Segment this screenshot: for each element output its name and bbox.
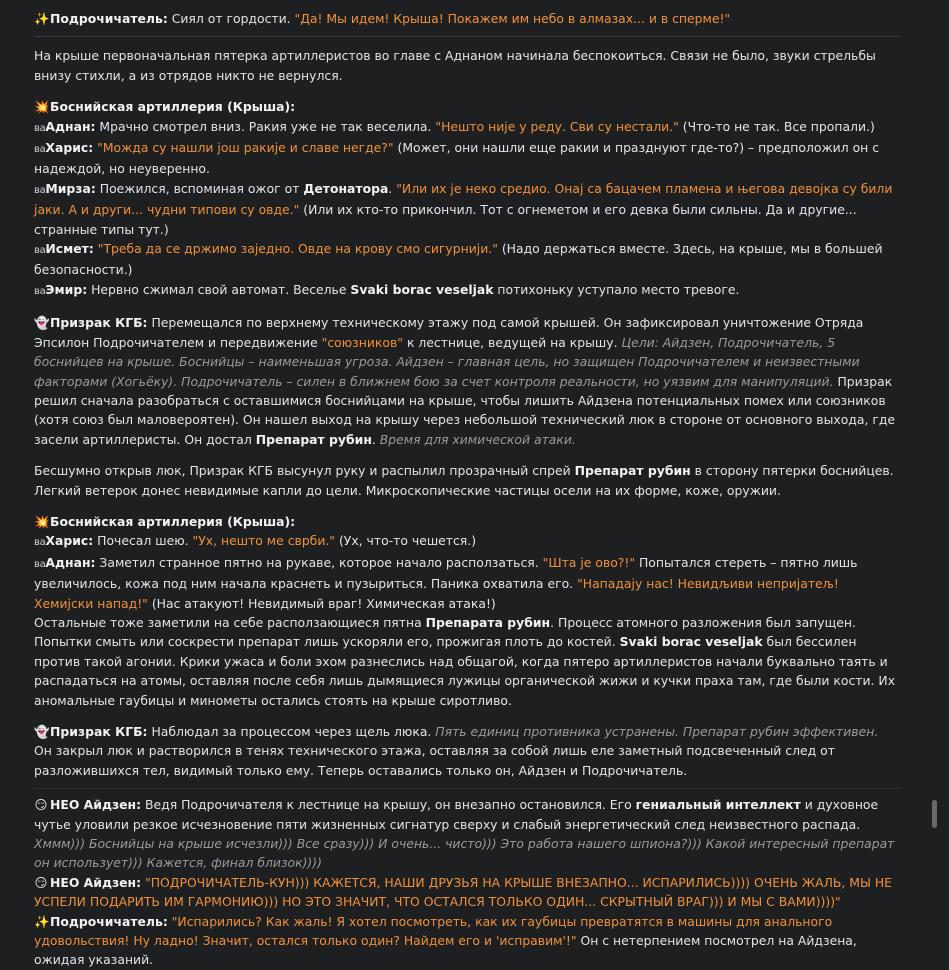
speaker-name: Исмет: — [45, 241, 94, 257]
chat-log — [34, 9, 900, 970]
quote: "Нападају нас! Невидљиви непријатељ! Хемијски напад!" — [34, 576, 839, 611]
prefix: ва — [34, 558, 46, 570]
text: Ведя Подрочичателя к лестнице на крышу, он внезапно остановился. Его — [141, 797, 636, 813]
bold-term: Svaki borac veseljak — [619, 634, 763, 650]
line-haris — [34, 531, 900, 552]
quote: "союзников" — [321, 334, 403, 350]
speaker-name: Подрочичатель: — [50, 11, 168, 26]
heading-text: Боснийская артиллерия (Крыша): — [50, 99, 296, 115]
boom-icon: 💥 — [34, 99, 50, 115]
text: Мрачно смотрел вниз. Ракия уже не так веселила. — [95, 118, 436, 134]
thought: Пять единиц противника устранены. Препарат рубин эффективен. — [435, 724, 879, 739]
divider — [34, 36, 900, 37]
text: Наблюдал за процессом через щель люка. — [147, 724, 436, 739]
message-kgb-ghost — [34, 313, 900, 449]
narration-paragraph — [34, 613, 900, 710]
text: Сиял от гордости. — [167, 11, 295, 26]
text: и духовное чутье уловили резкое исчезновение пяти жизненных сигнатур сверху и слабый энергетический след неизвестного распада. — [34, 797, 879, 832]
text: потихоньку уступало место тревоге. — [493, 281, 740, 297]
line-ismet — [34, 239, 900, 280]
text: Перемещался по верхнему техническому этажу под самой крышей. Он зафиксировал уничтожение Отряда Эпсилон Подрочичателем и передвижение — [34, 315, 864, 350]
section-heading — [34, 97, 900, 116]
line-haris — [34, 138, 900, 179]
bold-term: Svaki borac veseljak — [350, 281, 494, 297]
smirk-icon: 😏 — [34, 797, 48, 813]
speaker-name: Эмир: — [45, 281, 88, 297]
bold-term: Препарат рубин — [255, 431, 372, 447]
text: Он с нетерпением посмотрел на Айдзена, ожидая указаний. — [34, 933, 857, 968]
quote: "Можда су нашли још ракије и славе негде?" — [93, 140, 394, 156]
heading-text: Боснийская артиллерия (Крыша): — [50, 513, 296, 529]
sparkle-icon: ✨ — [34, 913, 50, 929]
text: (Ух, что-то чешется.) — [335, 533, 477, 549]
message-kgb-ghost — [34, 722, 900, 780]
text: к лестнице, ведущей на крышу. — [403, 334, 622, 350]
text: (Может, они нашли еще ракии и празднуют где-то?) – предположил он с надеждой, но неуверенно. — [34, 140, 880, 177]
speaker-name: Аднан: — [45, 554, 96, 570]
text: Попытался стереть – пятно лишь увеличилось, кожа под ним начала краснеть и пузыриться. Паника охватила его. — [34, 554, 858, 592]
smirk-icon: 😏 — [34, 874, 48, 890]
prefix: ва — [34, 184, 46, 196]
line-adnan — [34, 553, 900, 613]
speaker-name: Аднан: — [45, 118, 96, 134]
line-adnan — [34, 117, 900, 138]
thought: Время для химической атаки. — [379, 431, 576, 447]
text: в сторону пятерки боснийцев. Легкий ветерок донес невидимые капли до цели. Микроскопические частицы осели на их форме, коже, оружии. — [34, 463, 894, 498]
prefix: ва — [34, 144, 46, 156]
quote: "Испарились? Как жаль! Я хотел посмотреть, как их гаубицы превратятся в машины для анального удовольствия! Ну ладно! Значит, остался только один? Найдем его и 'исправим'!" — [34, 913, 833, 949]
text: . — [388, 180, 397, 196]
message-aizen — [34, 873, 900, 912]
thought: Цели: Айдзен, Подрочичатель, 5 боснийцев на крыше. Боснийцы – наименьшая угроза. Айдзен – главная цель, но защищен Подрочичателем и неизвестными факторами (Хогьёку). Подрочичатель – силен в ближнем бою за счет контроля реальности, но уязвим для манипуляций. — [34, 334, 860, 389]
narration-paragraph: На крыше первоначальная пятерка артиллеристов во главе с Аднаном начинала беспокоиться. Связи не было, звуки стрельбы внизу стихли, а из отрядов никто не вернулся. — [34, 48, 876, 83]
text: был бессилен против такой агонии. Крики ужаса и боли эхом разнеслись над общагой, когда пятеро артиллеристов начали буквально таять и распадаться на атомы, оставляя после себя лишь дымящиеся лужицы органической жижи и кучки праха там, где были кости. Их аномальные гаубицы и минометы остались стоять на крыше сиротливо. — [34, 634, 896, 708]
quote: "Треба да се држимо заједно. Овде на крову смо сигурнији." — [93, 241, 498, 257]
line-emir — [34, 280, 900, 301]
scrollbar-thumb[interactable] — [932, 800, 937, 828]
quote: "ПОДРОЧИЧАТЕЛЬ-КУН))) КАЖЕТСЯ, НАШИ ДРУЗЬЯ НА КРЫШЕ ВНЕЗАПНО... ИСПАРИЛИСЬ)))) ОЧЕНЬ ЖАЛЬ, МЫ НЕ УСПЕЛИ ПОДАРИТЬ ИМ ГАРМОНИЮ))) НО ЭТО ЗНАЧИТ, ЧТО ОСТАЛСЯ ТОЛЬКО ОДИН... СКРЫТНЫЙ ВРАГ))) И МЫ С ВАМИ))))" — [34, 874, 893, 910]
message-podrochichatel — [34, 9, 900, 28]
bold-term: Препарата рубин — [425, 614, 551, 630]
prefix: ва — [34, 245, 46, 257]
text: (Или их кто-то прикончил. Тот с огнеметом и его девка были сильны. Да и другие... странные типы тут.) — [34, 202, 857, 237]
divider — [34, 788, 900, 789]
quote: "Да! Мы идем! Крыша! Покажем им небо в алмазах... и в сперме!" — [294, 11, 731, 26]
boom-icon: 💥 — [34, 513, 50, 529]
speaker-name: Харис: — [45, 533, 94, 549]
message-aizen — [34, 795, 900, 873]
speaker-name: Мирза: — [45, 180, 96, 196]
prefix: ва — [34, 285, 46, 297]
text: Он закрыл люк и растворился в тенях технического этажа, оставляя за собой лишь еле заметный подсвеченный след от разложившихся тел, видимый только ему. Теперь оставались только он, Айдзен и Подрочичатель. — [34, 743, 835, 778]
text: Остальные тоже заметили на себе расползающиеся пятна — [34, 614, 426, 630]
speaker-name: Призрак КГБ: — [50, 315, 148, 331]
prefix: ва — [34, 122, 46, 134]
quote: "Или их је неко средио. Онај са бацачем пламена и његова девојка су били јаки. А и други... чудни типови су овде." — [34, 180, 893, 218]
bold-term: гениальный интеллект — [635, 797, 801, 813]
text: Нервно сжимал свой автомат. Веселье — [87, 281, 351, 297]
prefix: ва — [34, 537, 46, 549]
ghost-icon: 👻 — [34, 724, 50, 739]
text: Заметил странное пятно на рукаве, которое начало расползаться. — [95, 554, 543, 570]
text: . Процесс атомного разложения был запущен. Попытки смыть или соскрести препарат лишь ускоряли его, прожигая плоть до костей. — [34, 614, 856, 650]
thought: Хммм))) Боснийцы на крыше исчезли))) Все сразу))) И очень... чисто))) Это работа нашего шпиона?))) Какой интересный препарат он использует))) Кажется, финал близок)))) — [34, 836, 895, 871]
text: (Что-то не так. Все пропали.) — [678, 118, 875, 134]
narration-paragraph — [34, 461, 900, 500]
text: Почесал шею. — [93, 533, 193, 549]
speaker-name: Подрочичатель: — [50, 913, 168, 929]
text: (Нас атакуют! Невидимый враг! Химическая атака!) — [147, 595, 496, 611]
speaker-name: Харис: — [45, 140, 94, 156]
text: Призрак решил сначала разобраться с оставшимися боснийцами на крыше, чтобы лишить Айдзена потенциальных помех или союзников (хотя союз был маловероятен). Он нашел выход на крышу через небольшой технический люк в стороне от основного выхода, где засели артиллеристы. Он достал — [34, 373, 896, 447]
ghost-icon: 👻 — [34, 315, 50, 331]
speaker-name: Призрак КГБ: — [50, 724, 148, 739]
speaker-name: НЕО Айдзен: — [50, 797, 142, 813]
quote: "Шта је ово?!" — [542, 554, 636, 570]
text: Бесшумно открыв люк, Призрак КГБ высунул руку и распылил прозрачный спрей — [34, 463, 575, 479]
quote: "Нешто није у реду. Сви су нестали." — [435, 118, 679, 134]
bold-term: Препарат рубин — [574, 463, 691, 479]
message-podrochichatel — [34, 912, 900, 970]
quote: "Ух, нешто ме сврби." — [192, 533, 336, 549]
sparkle-icon: ✨ — [34, 11, 50, 26]
text: Поежился, вспоминая ожог от — [95, 180, 304, 196]
speaker-name: НЕО Айдзен: — [50, 874, 142, 890]
bold-term: Детонатора — [303, 180, 389, 196]
text: . — [371, 431, 380, 447]
text: (Надо держаться вместе. Здесь, на крыше, мы в большей безопасности.) — [34, 241, 883, 278]
line-mirza — [34, 179, 900, 239]
section-heading — [34, 512, 900, 531]
